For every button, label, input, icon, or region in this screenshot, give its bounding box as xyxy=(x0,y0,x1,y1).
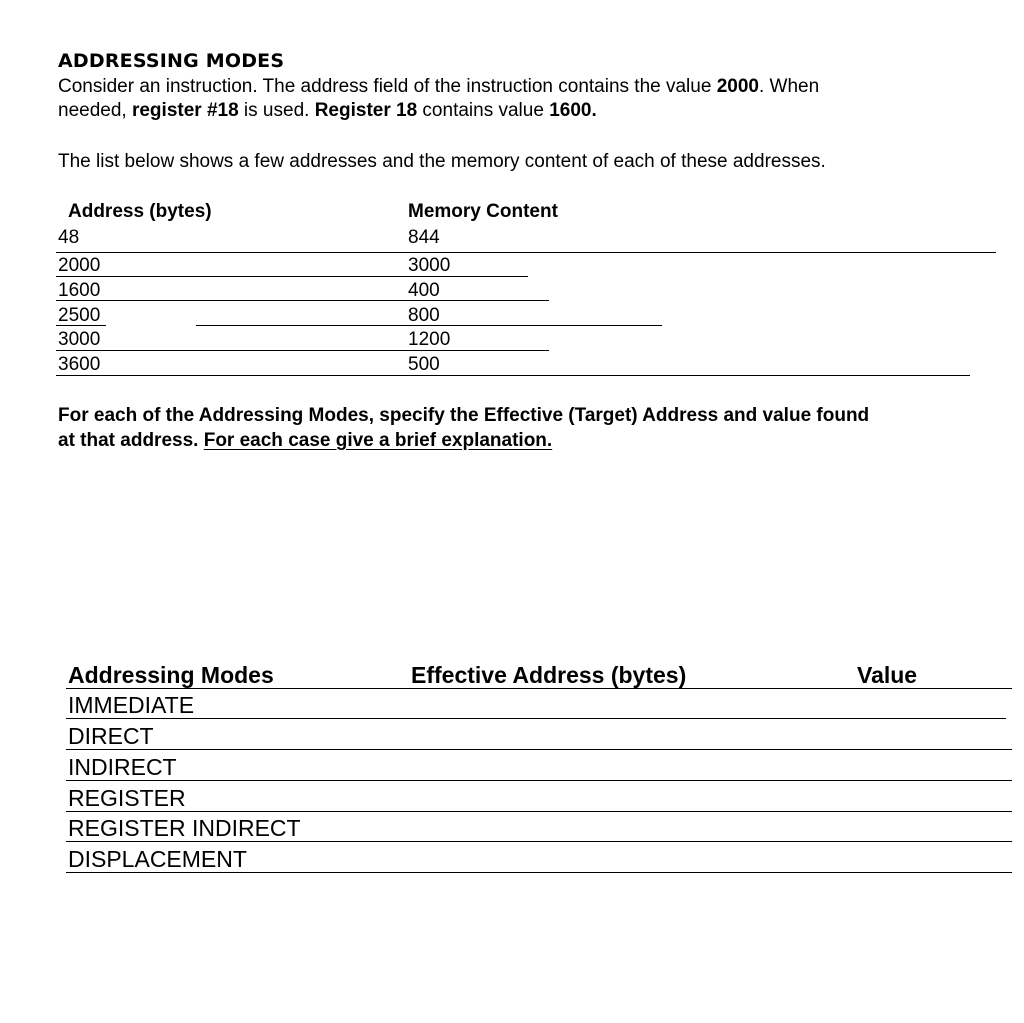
mode-cell-register: REGISTER xyxy=(68,785,186,811)
register-value: 1600. xyxy=(549,100,597,121)
intro-text: needed, xyxy=(58,100,132,121)
content-cell: 844 xyxy=(408,227,440,248)
table-rule xyxy=(66,841,1012,842)
instructions-line-2 xyxy=(58,430,552,452)
address-column-header: Address (bytes) xyxy=(68,201,212,222)
value-column-header: Value xyxy=(857,662,918,688)
effective-address-column-header: Effective Address (bytes) xyxy=(411,662,687,688)
table-rule xyxy=(66,749,1012,750)
content-cell: 3000 xyxy=(408,255,451,276)
page-title: ADDRESSING MODES xyxy=(58,50,285,72)
mode-cell-immediate: IMMEDIATE xyxy=(68,692,195,718)
mode-cell-register-indirect: REGISTER INDIRECT xyxy=(68,815,301,841)
instructions-underlined: For each case give a brief explanation. xyxy=(203,430,553,451)
instructions-line-1: For each of the Addressing Modes, specify the Effective (Target) Address and value found xyxy=(58,405,870,426)
table-rule xyxy=(66,811,1012,812)
table-rule xyxy=(66,780,1012,781)
table-rule xyxy=(56,252,996,253)
register-label: register #18 xyxy=(131,100,239,121)
table-rule xyxy=(56,375,970,376)
address-cell: 2500 xyxy=(58,305,101,326)
mode-cell-displacement: DISPLACEMENT xyxy=(68,846,247,872)
table-rule xyxy=(56,300,549,301)
table-rule xyxy=(56,276,528,277)
content-column-header: Memory Content xyxy=(408,201,558,222)
address-cell: 3000 xyxy=(58,329,101,350)
table-rule xyxy=(66,872,1012,873)
intro-line-2 xyxy=(58,99,597,123)
intro-text: contains value xyxy=(417,100,550,121)
content-cell: 1200 xyxy=(408,329,451,350)
table-rule xyxy=(56,325,106,326)
content-cell: 400 xyxy=(408,280,440,301)
mode-cell-indirect: INDIRECT xyxy=(68,754,177,780)
intro-text: Consider an instruction. The address field of the instruction contains the value xyxy=(58,76,717,97)
mode-cell-direct: DIRECT xyxy=(68,723,154,749)
table-rule xyxy=(196,325,662,326)
intro-text: is used. xyxy=(238,100,315,121)
address-cell: 48 xyxy=(58,227,80,248)
address-cell: 2000 xyxy=(58,255,101,276)
content-cell: 500 xyxy=(408,354,440,375)
list-intro: The list below shows a few addresses and the memory content of each of these addresses. xyxy=(58,151,826,172)
content-cell: 800 xyxy=(408,305,440,326)
modes-column-header: Addressing Modes xyxy=(68,662,274,688)
intro-text: . When xyxy=(758,76,820,97)
address-cell: 3600 xyxy=(58,354,101,375)
instructions-text: at that address. xyxy=(58,430,204,451)
table-rule xyxy=(66,688,1012,689)
intro-line-1 xyxy=(58,75,819,99)
address-cell: 1600 xyxy=(58,280,101,301)
table-rule xyxy=(56,350,549,351)
register-18-label: Register 18 xyxy=(314,100,418,121)
table-rule xyxy=(66,718,1006,719)
address-field-value: 2000 xyxy=(716,76,759,97)
